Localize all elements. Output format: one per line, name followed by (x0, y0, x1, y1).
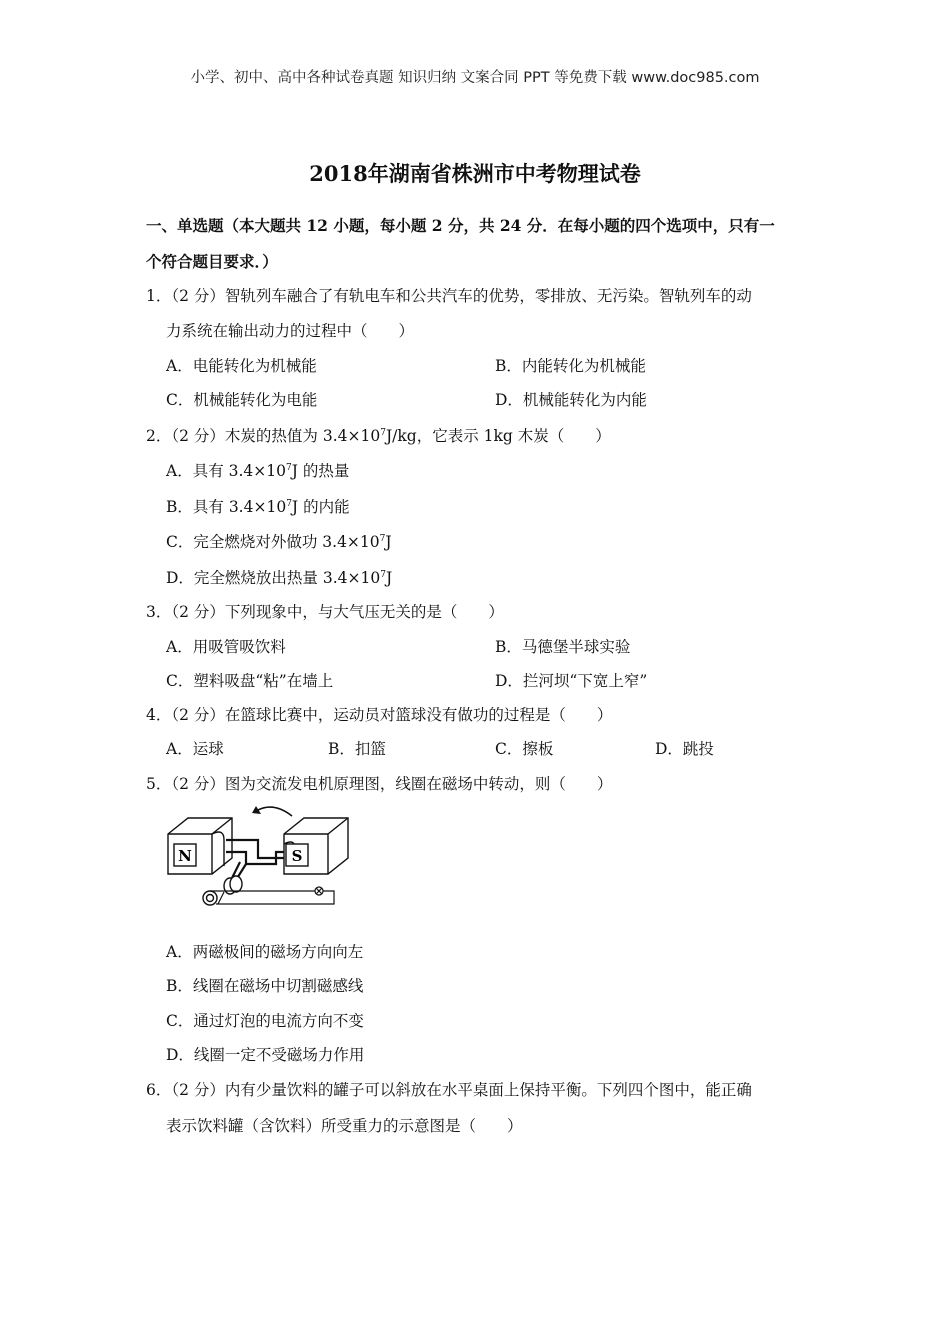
q6-stem-line2: 表示饮料罐（含饮料）所受重力的示意图是（ ） (166, 1117, 523, 1135)
q2-option-c: C．完全燃烧对外做功 $3.4\times 10^7J$ (166, 533, 392, 551)
q5-option-b: B．线圈在磁场中切割磁感线 (166, 977, 364, 995)
q4-option-a: A．运球 (166, 740, 224, 758)
q3-stem: 3．（2 分）下列现象中，与大气压无关的是（ ） (146, 603, 504, 621)
ac-generator-figure (166, 800, 356, 912)
rotation-arrow-icon (258, 807, 292, 816)
q2-stem: 2．（2 分）木炭的热值为 $3.4\times 10^7J/kg$，它表示 1kg 木炭（ ） (146, 427, 611, 445)
q5-stem: 5．（2 分）图为交流发电机原理图，线圈在磁场中转动，则（ ） (146, 775, 613, 793)
q3-option-b: B．马德堡半球实验 (495, 638, 631, 656)
q1-option-c: C．机械能转化为电能 (166, 391, 318, 409)
q5-option-d: D．线圈一定不受磁场力作用 (166, 1046, 365, 1064)
q4-option-c: C．擦板 (495, 740, 554, 758)
q5-option-a: A．两磁极间的磁场方向向左 (166, 943, 364, 961)
q3-option-c: C．塑料吸盘“粘”在墙上 (166, 672, 334, 690)
q5-option-c: C．通过灯泡的电流方向不变 (166, 1012, 364, 1030)
section-heading-line2: 个符合题目要求．） (146, 252, 278, 271)
q1-stem-line1: 1．（2 分）智轨列车融合了有轨电车和公共汽车的优势，零排放、无污染。智轨列车的动 (146, 287, 752, 305)
q1-option-a: A．电能转化为机械能 (166, 357, 317, 375)
page-header: 小学、初中、高中各种试卷真题 知识归纳 文案合同 PPT 等免费下载 www.doc985.com (190, 70, 760, 86)
q2-option-a: A．具有 $3.4\times 10^7J$ 的热量 (166, 462, 350, 480)
q1-option-b: B．内能转化为机械能 (495, 357, 646, 375)
q4-stem: 4．（2 分）在篮球比赛中，运动员对篮球没有做功的过程是（ ） (146, 706, 613, 724)
section-heading-line1: 一、单选题（本大题共 12 小题，每小题 2 分，共 24 分．在每小题的四个选项中，只有一 (146, 216, 775, 235)
exam-title: 2018年湖南省株洲市中考物理试卷 (309, 161, 641, 186)
q3-option-a: A．用吸管吸饮料 (166, 638, 286, 656)
n-pole-label: N (178, 847, 192, 865)
q2-option-b: B．具有 $3.4\times 10^7J$ 的内能 (166, 498, 350, 516)
q6-stem-line1: 6．（2 分）内有少量饮料的罐子可以斜放在水平桌面上保持平衡。下列四个图中，能正确 (146, 1081, 752, 1099)
q4-option-b: B．扣篮 (328, 740, 386, 758)
q4-option-d: D．跳投 (655, 740, 714, 758)
q2-option-d: D．完全燃烧放出热量 $3.4\times 10^7J$ (166, 569, 393, 587)
q1-stem-line2: 力系统在输出动力的过程中（ ） (166, 322, 415, 340)
q3-option-d: D．拦河坝“下宽上窄” (495, 672, 648, 690)
q2-stem-exponent: 7 (380, 428, 386, 438)
lamp-icon (315, 887, 323, 895)
s-pole-label: S (291, 847, 303, 865)
q1-option-d: D．机械能转化为内能 (495, 391, 647, 409)
